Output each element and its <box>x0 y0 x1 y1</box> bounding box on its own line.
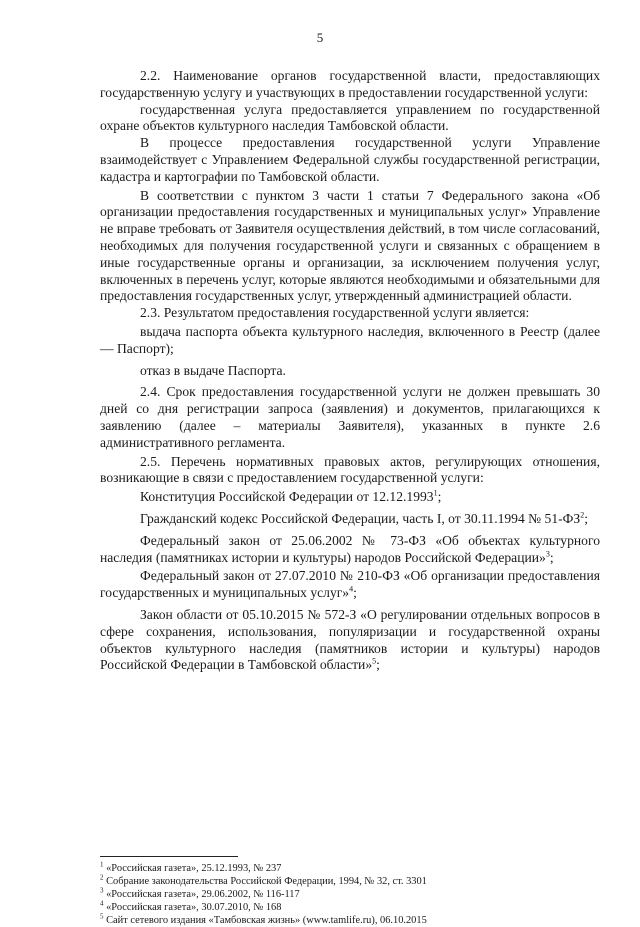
footnote-ref: 5 <box>372 656 377 666</box>
act-item <box>100 607 600 674</box>
paragraph-result-passport: выдача паспорта объекта культурного наследия, включенного в Реестр (далее — Паспорт); <box>100 323 600 356</box>
document-body <box>100 68 600 674</box>
footnote-number: 1 <box>100 860 104 869</box>
footnote-ref: 3 <box>545 548 550 558</box>
paragraph-result-refusal: отказ в выдаче Паспорта. <box>140 362 286 378</box>
footnote <box>100 901 600 914</box>
paragraph-interaction: В процессе предоставления государственной услуги Управление взаимодействует с Управлением Федеральной службы государственной регистрации, кадастра и картографии по Тамбовской области. <box>100 135 600 184</box>
footnote-number: 3 <box>100 886 104 895</box>
act-tail: ; <box>376 657 380 673</box>
paragraph-2-2: 2.2. Наименование органов государственной власти, предоставляющих государственную услугу и участвующих в предоставлении государственной услуги: <box>100 68 600 100</box>
footnote-ref: 4 <box>349 584 354 594</box>
footnote-text: Собрание законодательства Российской Федерации, 1994, № 32, ст. 3301 <box>106 876 427 887</box>
act-text: Конституция Российской Федерации от 12.12.1993 <box>140 489 434 505</box>
page-number: 5 <box>316 30 324 45</box>
footnote-number: 4 <box>100 899 104 908</box>
footnote-text: «Российская газета», 29.06.2002, № 116-117 <box>106 889 300 900</box>
footnote-ref: 1 <box>433 488 438 498</box>
footnote <box>100 862 600 875</box>
act-item <box>100 568 600 602</box>
act-text: Закон области от 05.10.2015 № 572-З «О регулировании отдельных вопросов в сфере сохранения, использования, популяризации и государственной охраны объектов культурного наследия (памятников истории и культуры) народов Российской Федерации в Тамбовской области» <box>100 606 600 673</box>
act-item <box>100 489 600 506</box>
footnote <box>100 914 600 927</box>
act-tail: ; <box>437 489 442 505</box>
footnote-separator <box>100 856 238 857</box>
paragraph-service-provider: государственная услуга предоставляется управлением по государственной охране объектов культурного наследия Тамбовской области. <box>100 101 600 134</box>
act-tail: ; <box>549 549 554 565</box>
act-tail: ; <box>353 585 357 601</box>
paragraph-2-4: 2.4. Срок предоставления государственной услуги не должен превышать 30 дней со дня регистрации запроса (заявления) и документов, прилагающихся к заявлению (далее – материалы Заявителя), указанных в пункте 2.6 административного регламента. <box>100 384 600 450</box>
footnote <box>100 888 600 901</box>
footnote-text: «Российская газета», 30.07.2010, № 168 <box>106 902 282 913</box>
act-item <box>100 511 600 528</box>
footnote-number: 5 <box>100 912 104 921</box>
act-text: Федеральный закон от 27.07.2010 № 210-ФЗ «Об организации предоставления государственных и муниципальных услуг» <box>100 568 600 601</box>
act-text: Гражданский кодекс Российской Федерации, часть I, от 30.11.1994 № 51-ФЗ <box>140 510 581 526</box>
footnote-ref: 2 <box>580 510 585 520</box>
footnote-text: «Российская газета», 25.12.1993, № 237 <box>106 863 282 874</box>
paragraph-2-3: 2.3. Результатом предоставления государственной услуги является: <box>140 305 530 321</box>
act-item <box>100 533 600 567</box>
footnotes <box>100 862 600 927</box>
paragraph-federal-law-clause: В соответствии с пунктом 3 части 1 статьи 7 Федерального закона «Об организации предоставления государственных и муниципальных услуг» Управление не вправе требовать от Заявителя осуществления действий, в том числе согласований, необходимых для получения государственной услуги и связанных с обращением в иные государственные органы и организации, за исключением получения услуг, включенных в перечень услуг, которые являются необходимыми и обязательными для предоставления государственных услуг, утвержденный администрацией области. <box>100 187 600 304</box>
act-text: Федеральный закон от 25.06.2002 № 73-ФЗ «Об объектах культурного наследия (памятниках истории и культуры) народов Российской Федерации» <box>100 532 600 565</box>
act-tail: ; <box>584 510 588 526</box>
footnote-number: 2 <box>100 873 104 882</box>
footnote-text: Сайт сетевого издания «Тамбовская жизнь» (www.tamlife.ru), 06.10.2015 <box>106 915 427 926</box>
paragraph-2-5: 2.5. Перечень нормативных правовых актов, регулирующих отношения, возникающие в связи с предоставлением государственной услуги: <box>100 453 600 486</box>
footnote <box>100 875 600 888</box>
